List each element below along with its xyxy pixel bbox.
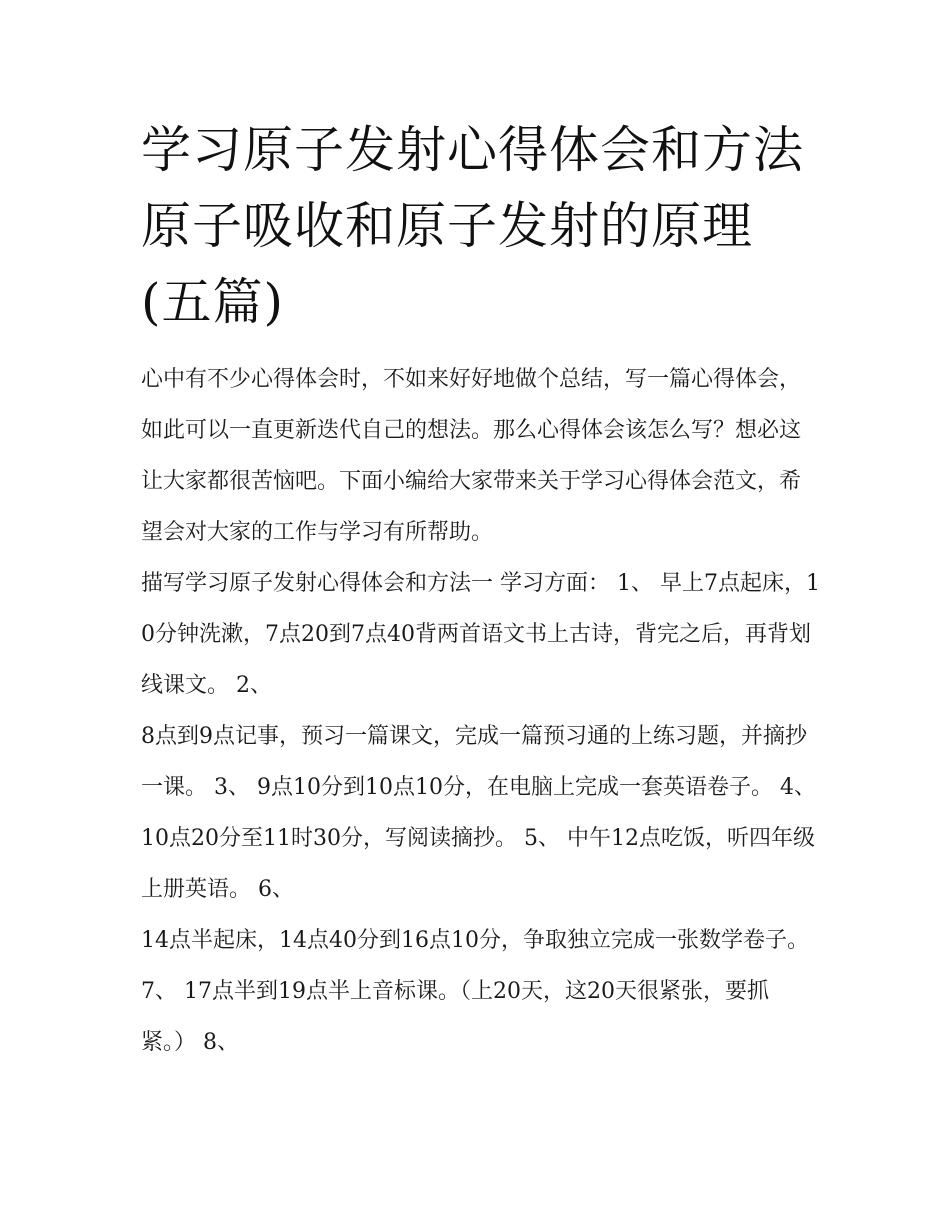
paragraph-study-schedule-3: 10点20分至11时30分，写阅读摘抄。 5、 中午12点吃饭，听四年级上册英语。 6、 (141, 826, 815, 902)
paragraph-intro: 心中有不少心得体会时，不如来好好地做个总结，写一篇心得体会，如此可以一直更新迭代自己的想法。那么心得体会该怎么写？想必这让大家都很苦恼吧。下面小编给大家带来关于学习心得体会范文，希望会对大家的工作与学习有所帮助。 (141, 367, 802, 545)
paragraph-study-schedule-2: 8点到9点记事，预习一篇课文，完成一篇预习通的上练习题，并摘抄一课。 3、 9点10分到10点10分，在电脑上完成一套英语卷子。 4、 (141, 724, 816, 800)
document-page (141, 112, 821, 1068)
document-body (141, 354, 821, 1068)
document-title: 学习原子发射心得体会和方法原子吸收和原子发射的原理(五篇) (141, 121, 804, 331)
paragraph-study-schedule-1: 描写学习原子发射心得体会和方法一 学习方面： 1、 早上7点起床，10分钟洗漱，7点20到7点40背两首语文书上古诗，背完之后，再背划线课文。 2、 (141, 571, 820, 698)
paragraph-study-schedule-4: 14点半起床，14点40分到16点10分，争取独立完成一张数学卷子。 7、 17点半到19点半上音标课。（上20天，这20天很紧张，要抓紧。） 8、 (141, 928, 809, 1055)
